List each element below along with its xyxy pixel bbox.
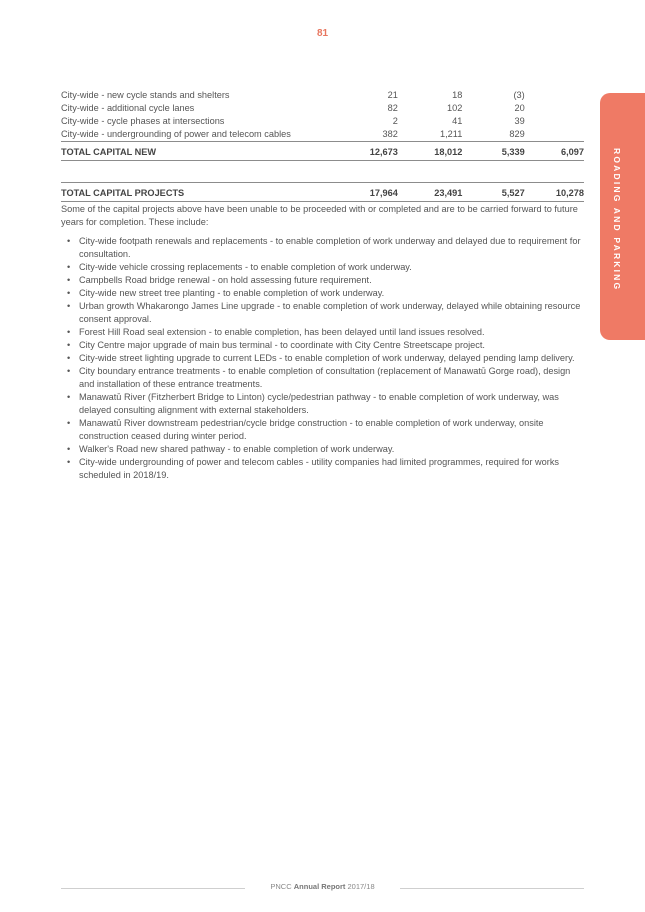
total-value: 17,964 [342,183,398,202]
row-value: 39 [514,116,525,126]
row-value: 18 [452,90,463,100]
carry-forward-section [61,203,584,482]
bullet-marker: • [67,327,71,337]
list-item-text: City-wide new street tree planting - to enable completion of work underway. [79,288,385,298]
list-item-text: Forest Hill Road seal extension - to enable completion, has been delayed until land issues resolved. [79,327,485,337]
list-item [61,235,584,261]
list-item-text: City-wide vehicle crossing replacements - to enable completion of work underway. [79,262,412,272]
bullet-marker: • [67,288,71,298]
total-value: 12,673 [342,142,398,161]
intro-paragraph: Some of the capital projects above have been unable to be proceeded with or completed and are to be carried forward to future years for completion. These include: [61,204,578,227]
table-spacer [61,161,584,183]
row-value [525,115,584,128]
bullet-marker: • [67,418,71,428]
table-row [61,102,584,115]
list-item [61,261,584,274]
total-value: 5,527 [462,183,524,202]
footer-org: PNCC [270,882,292,891]
list-item [61,456,584,482]
bullet-marker: • [67,301,71,311]
total-value: 23,491 [398,183,462,202]
bullet-marker: • [67,340,71,350]
list-item [61,365,584,391]
row-value: 21 [387,90,398,100]
list-item-text: Campbells Road bridge renewal - on hold assessing future requirement. [79,275,372,285]
bullet-marker: • [67,236,71,246]
bullet-marker: • [67,366,71,376]
row-value [525,128,584,142]
row-value: (3) [513,90,525,100]
list-item [61,391,584,417]
list-item-text: City Centre major upgrade of main bus terminal - to coordinate with City Centre Streetscape project. [79,340,485,350]
list-item [61,326,584,339]
list-item [61,287,584,300]
total-value: 6,097 [525,142,584,161]
list-item-text: Manawatū River (Fitzherbert Bridge to Linton) cycle/pedestrian pathway - to enable completion of work underway, was delayed consulting alignment with external stakeholders. [79,392,559,415]
list-item [61,300,584,326]
list-item-text: Walker's Road new shared pathway - to enable completion of work underway. [79,444,395,454]
total-value: 10,278 [525,183,584,202]
row-value: 102 [446,103,463,113]
total-capital-projects-row [61,183,584,202]
total-value: 5,339 [462,142,524,161]
list-item [61,274,584,287]
row-value: 382 [382,129,398,139]
bullet-marker: • [67,392,71,402]
row-value [525,102,584,115]
section-tab [600,93,645,340]
row-value: 82 [387,103,398,113]
row-value: 829 [509,129,525,139]
total-value: 18,012 [398,142,462,161]
bullet-marker: • [67,444,71,454]
footer [0,882,645,891]
row-value [525,89,584,102]
list-item [61,352,584,365]
footer-year: 2017/18 [347,882,375,891]
list-item-text: City-wide undergrounding of power and telecom cables - utility companies had limited programmes, required for works scheduled in 2018/19. [79,457,560,480]
total-label: TOTAL CAPITAL PROJECTS [61,183,342,202]
total-capital-new-row [61,142,584,161]
capital-projects-table [61,89,584,202]
list-item-text: Urban growth Whakarongo James Line upgrade - to enable completion of work underway, delayed while obtaining resource consent approval. [79,301,581,324]
list-item-text: Manawatū River downstream pedestrian/cycle bridge construction - to enable completion of work underway, onsite construction ceased during winter period. [79,418,544,441]
table-row [61,115,584,128]
list-item-text: City-wide street lighting upgrade to current LEDs - to enable completion of work underway, delayed pending lamp delivery. [79,353,575,363]
row-description: City-wide - cycle phases at intersections [61,116,225,126]
table-row [61,89,584,102]
bullet-marker: • [67,275,71,285]
row-value: 2 [392,116,398,126]
row-value: 41 [452,116,463,126]
total-label: TOTAL CAPITAL NEW [61,142,342,161]
list-item [61,339,584,352]
bullet-marker: • [67,262,71,272]
carry-forward-list [61,235,584,482]
list-item-text: City boundary entrance treatments - to enable completion of consultation (replacement of Manawatū Gorge road), design and installation of these entrance treatments. [79,366,571,389]
footer-report-title: Annual Report [293,882,346,891]
list-item [61,417,584,443]
row-value: 20 [514,103,525,113]
row-value: 1,211 [440,129,463,139]
list-item [61,443,584,456]
row-description: City-wide - new cycle stands and shelters [61,90,230,100]
table-row [61,128,584,142]
section-tab-label: ROADING AND PARKING [612,148,622,292]
page-number: 81 [316,28,329,39]
row-description: City-wide - undergrounding of power and telecom cables [61,129,291,139]
bullet-marker: • [67,353,71,363]
bullet-marker: • [67,457,71,467]
row-description: City-wide - additional cycle lanes [61,103,195,113]
list-item-text: City-wide footpath renewals and replacements - to enable completion of work underway and delayed due to requirement for consultation. [79,236,581,259]
